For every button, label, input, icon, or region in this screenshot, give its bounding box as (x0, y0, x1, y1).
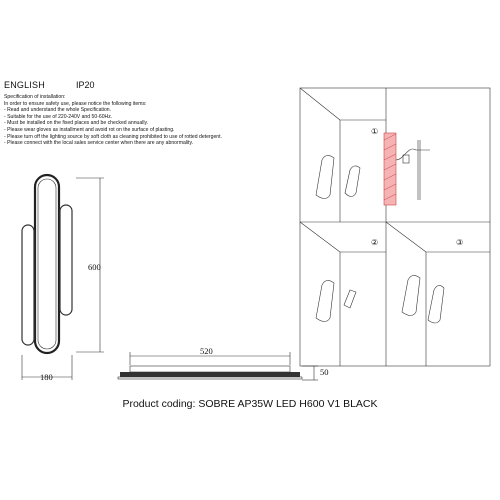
spec-line: - Please wear gloves as installment and avoid rot on the surface of plasting. (4, 126, 175, 133)
step-3-marker: ③ (456, 238, 464, 247)
spec-line: - Read and understand the whole Specification. (4, 107, 112, 114)
spec-line: Specification of installation: (4, 94, 66, 100)
spec-line: - Please turn off the lighting source by soft cloth as cleaning prohibited to use of rotted detergent. (4, 133, 222, 140)
step-1-marker: ① (371, 127, 379, 136)
width-label: 180 (40, 372, 53, 382)
lamp-side-view (118, 366, 302, 379)
spec-line: - Must be installed on the fixed places and be checked annually. (4, 120, 149, 127)
lamp-front-view (22, 175, 72, 353)
depth-label: 50 (320, 367, 329, 377)
spec-line: - Please connect with the local sales service center when there are any abnormality. (4, 140, 194, 147)
length-label: 520 (200, 346, 213, 356)
spec-line: In order to ensure safety use, please notice the following items: (4, 100, 147, 107)
step-2-marker: ② (371, 238, 379, 247)
spec-line: - Suitable for the use of 220-240V and 50-60Hz. (4, 113, 113, 120)
ip-rating: IP20 (76, 80, 95, 90)
installation-diagrams (300, 88, 490, 366)
language-label: ENGLISH (4, 80, 45, 90)
product-coding: Product coding: SOBRE AP35W LED H600 V1 BLACK (122, 398, 378, 410)
height-label: 600 (88, 262, 101, 272)
depth-dimension-line (302, 366, 318, 380)
